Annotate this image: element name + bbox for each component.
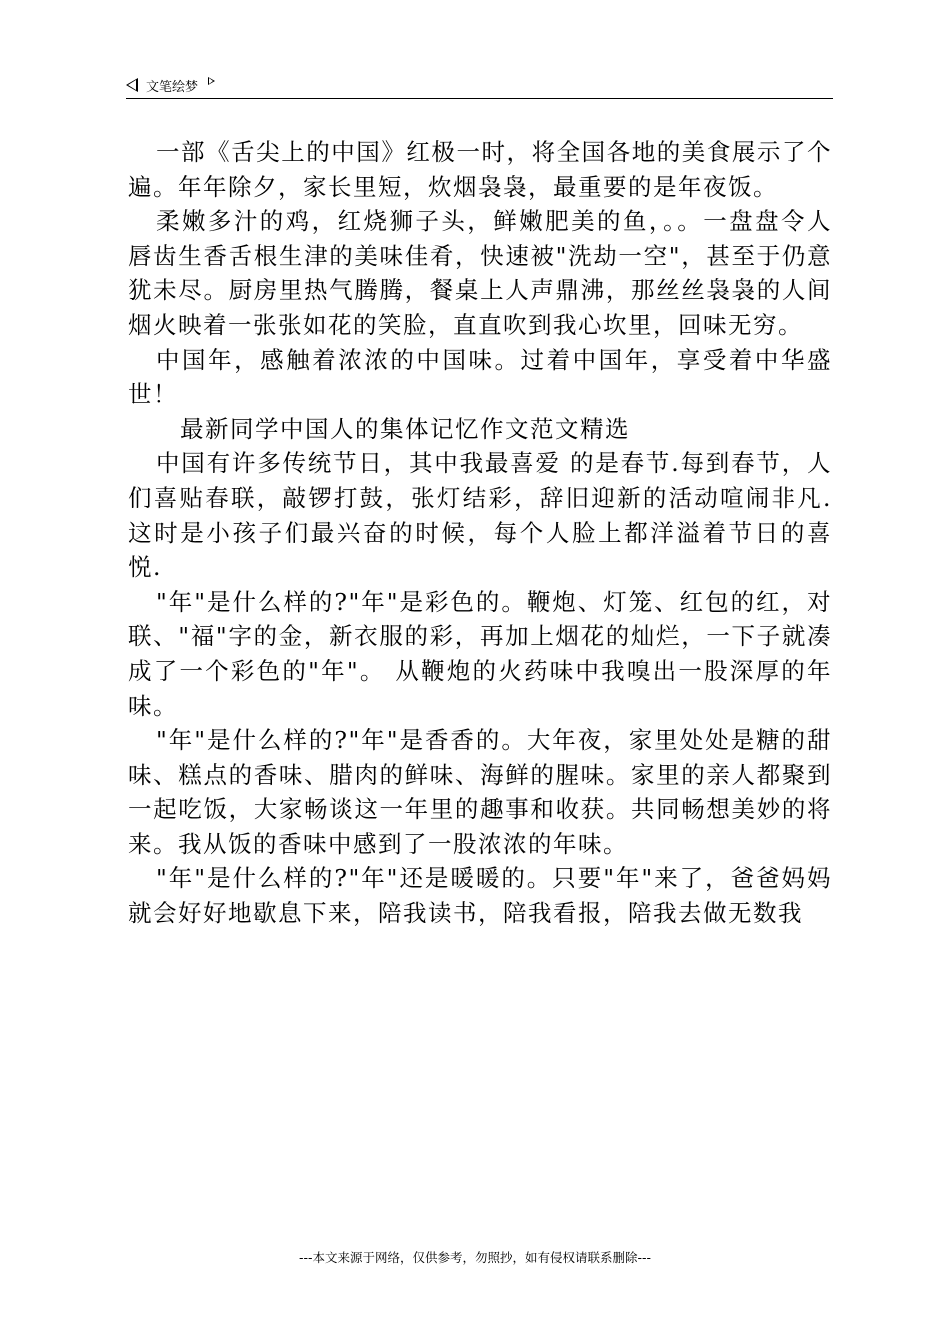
triangle-right-icon — [208, 77, 215, 85]
paragraph: 一部《舌尖上的中国》红极一时，将全国各地的美食展示了个遍。年年除夕，家长里短，炊烟袅袅，最重要的是年夜饭。 — [128, 138, 832, 201]
document-body — [128, 135, 832, 931]
section-title: 最新同学中国人的集体记忆作文范文精选 — [180, 414, 630, 443]
paragraph: 中国年，感触着浓浓的中国味。过着中国年，享受着中华盛世！ — [128, 345, 832, 409]
paragraph: 中国有许多传统节日，其中我最喜爱 的是春节.每到春节，人们喜贴春联，敲锣打鼓，张灯结彩，辞旧迎新的活动喧闹非凡.这时是小孩子们最兴奋的时候，每个人脸上都洋溢着节日的喜悦. — [128, 449, 832, 582]
triangle-left-icon — [126, 78, 138, 92]
paragraph: "年"是什么样的?"年"是彩色的。鞭炮、灯笼、红包的红，对联、"福"字的金，新衣服的彩，再加上烟花的灿烂，一下子就凑成了一个彩色的"年"。 从鞭炮的火药味中我嗅出一股深厚的年味。 — [128, 587, 832, 720]
page-header — [126, 72, 833, 99]
paragraph: "年"是什么样的?"年"还是暖暖的。只要"年"来了，爸爸妈妈就会好好地歇息下来，陪我读书，陪我看报，陪我去做无数我 — [128, 864, 832, 928]
paragraph: "年"是什么样的?"年"是香香的。大年夜，家里处处是糖的甜味、糕点的香味、腊肉的鲜味、海鲜的腥味。家里的亲人都聚到一起吃饭，大家畅谈这一年里的趣事和收获。共同畅想美妙的将来。我从饭的香味中感到了一股浓浓的年味。 — [128, 726, 832, 858]
header-title: 文笔绘梦 — [146, 79, 199, 95]
paragraph: 柔嫩多汁的鸡，红烧狮子头，鲜嫩肥美的鱼，。。一盘盘令人唇齿生香舌根生津的美味佳肴，快速被"洗劫一空"，甚至于仍意犹未尽。厨房里热气腾腾，餐桌上人声鼎沸，那丝丝袅袅的人间烟火映着一张张如花的笑脸，直直吹到我心坎里，回味无穷。 — [128, 207, 832, 339]
page-footer: ---本文来源于网络，仅供参考，勿照抄，如有侵权请联系删除--- — [298, 1250, 652, 1265]
